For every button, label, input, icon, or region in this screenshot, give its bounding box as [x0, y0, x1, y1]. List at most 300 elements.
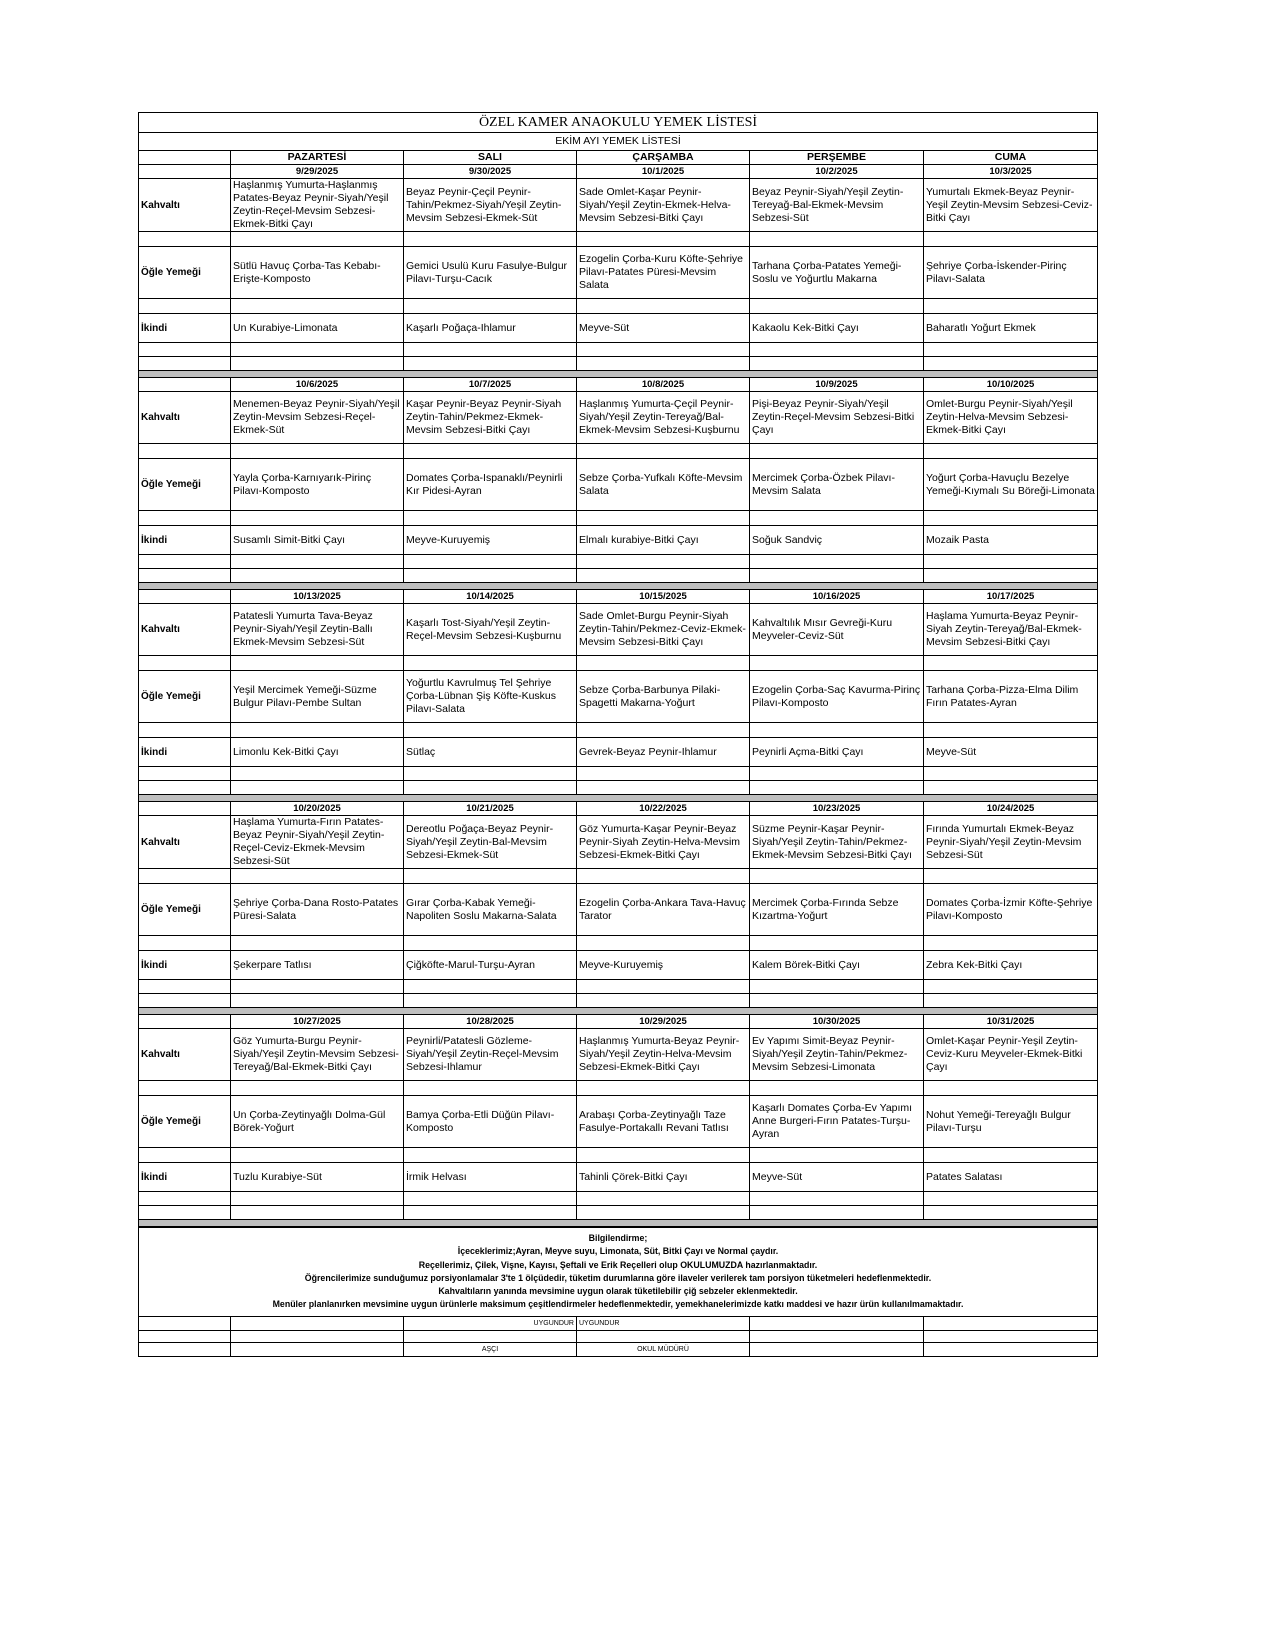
- empty-cell: [139, 232, 231, 247]
- snack-row: [139, 951, 1098, 980]
- info-table: [138, 1227, 1098, 1357]
- date-tuesday: 9/30/2025: [404, 165, 577, 179]
- signature-space-row: [139, 1330, 1098, 1342]
- cook-label: AŞÇI: [404, 1342, 577, 1356]
- snack-thursday: Kakaolu Kek-Bitki Çayı: [750, 314, 924, 343]
- empty-cell: [404, 723, 577, 738]
- info-line: Öğrencilerimize sunduğumuz porsiyonlamalar 3'te 1 ölçüdedir, tüketim durumlarına göre ilaveler verilerek tam porsiyon tüketmeleri hedeflenmektedir.: [304, 1272, 932, 1283]
- snack-thursday: Kalem Börek-Bitki Çayı: [750, 951, 924, 980]
- date-row-label: [139, 1015, 231, 1029]
- snack-label: İkindi: [139, 738, 231, 767]
- empty-cell: [924, 555, 1098, 569]
- snack-friday: Mozaik Pasta: [924, 526, 1098, 555]
- date-monday: 10/20/2025: [231, 802, 404, 816]
- empty-cell: [404, 1192, 577, 1206]
- date-row-label: [139, 802, 231, 816]
- spacer-row: [139, 511, 1098, 526]
- empty-cell: [404, 936, 577, 951]
- empty-cell: [924, 1206, 1098, 1220]
- date-friday: 10/31/2025: [924, 1015, 1098, 1029]
- empty-cell: [577, 781, 750, 795]
- empty-cell: [404, 1081, 577, 1096]
- snack-monday: Un Kurabiye-Limonata: [231, 314, 404, 343]
- date-row-label: [139, 590, 231, 604]
- breakfast-row: [139, 392, 1098, 444]
- empty-cell: [404, 511, 577, 526]
- separator-bar: [139, 1220, 1098, 1227]
- spacer-row: [139, 936, 1098, 951]
- breakfast-thursday: Kahvaltılık Mısır Gevreği-Kuru Meyveler-Ceviz-Süt: [750, 604, 924, 656]
- spacer-row: [139, 444, 1098, 459]
- spacer-row: [139, 994, 1098, 1008]
- empty-cell: [231, 555, 404, 569]
- empty-cell: [750, 1148, 924, 1163]
- empty-cell: [924, 357, 1098, 371]
- empty-cell: [577, 723, 750, 738]
- empty-cell: [139, 994, 231, 1008]
- date-row: [139, 590, 1098, 604]
- separator-bar: [139, 1008, 1098, 1015]
- lunch-label: Öğle Yemeği: [139, 247, 231, 299]
- approved-label-1: UYGUNDUR: [404, 1316, 577, 1330]
- date-thursday: 10/2/2025: [750, 165, 924, 179]
- info-line: Reçellerimiz, Çilek, Vişne, Kayısı, Şeftali ve Erik Reçelleri olup OKULUMUZDA hazırlanmaktadır.: [418, 1259, 818, 1270]
- empty-cell: [139, 656, 231, 671]
- empty-cell: [577, 980, 750, 994]
- breakfast-wednesday: Göz Yumurta-Kaşar Peynir-Beyaz Peynir-Siyah Zeytin-Helva-Mevsim Sebzesi-Ekmek-Bitki Çayı: [577, 816, 750, 869]
- spacer-row: [139, 767, 1098, 781]
- empty-cell: [750, 656, 924, 671]
- date-wednesday: 10/29/2025: [577, 1015, 750, 1029]
- principal-label: OKUL MÜDÜRÜ: [577, 1342, 750, 1356]
- spacer-row: [139, 1081, 1098, 1096]
- snack-friday: Zebra Kek-Bitki Çayı: [924, 951, 1098, 980]
- lunch-tuesday: Yoğurtlu Kavrulmuş Tel Şehriye Çorba-Lübnan Şiş Köfte-Kuskus Pilavı-Salata: [404, 671, 577, 723]
- breakfast-tuesday: Kaşar Peynir-Beyaz Peynir-Siyah Zeytin-Tahin/Pekmez-Ekmek-Mevsim Sebzesi-Bitki Çayı: [404, 392, 577, 444]
- empty-cell: [750, 343, 924, 357]
- breakfast-monday: Haşlanmış Yumurta-Haşlanmış Patates-Beyaz Peynir-Siyah/Yeşil Zeytin-Reçel-Mevsim Sebzesi-Ekmek-Bitki Çayı: [231, 179, 404, 232]
- empty-cell: [139, 781, 231, 795]
- date-row-label: [139, 165, 231, 179]
- spacer-row: [139, 1192, 1098, 1206]
- empty-cell: [404, 1206, 577, 1220]
- corner-cell: [139, 151, 231, 165]
- snack-monday: Tuzlu Kurabiye-Süt: [231, 1163, 404, 1192]
- empty-cell: [924, 980, 1098, 994]
- snack-label: İkindi: [139, 1163, 231, 1192]
- lunch-monday: Şehriye Çorba-Dana Rosto-Patates Püresi-Salata: [231, 884, 404, 936]
- week-separator: [139, 371, 1098, 378]
- breakfast-monday: Patatesli Yumurta Tava-Beyaz Peynir-Siyah/Yeşil Zeytin-Ballı Ekmek-Mevsim Sebzesi-Süt: [231, 604, 404, 656]
- empty-cell: [924, 936, 1098, 951]
- empty-cell: [750, 723, 924, 738]
- breakfast-tuesday: Kaşarlı Tost-Siyah/Yeşil Zeytin-Reçel-Mevsim Sebzesi-Kuşburnu: [404, 604, 577, 656]
- empty-cell: [404, 343, 577, 357]
- page-title: ÖZEL KAMER ANAOKULU YEMEK LİSTESİ: [139, 113, 1098, 133]
- empty-cell: [231, 1081, 404, 1096]
- lunch-wednesday: Sebze Çorba-Barbunya Pilaki-Spagetti Makarna-Yoğurt: [577, 671, 750, 723]
- empty-cell: [404, 980, 577, 994]
- empty-cell: [924, 1192, 1098, 1206]
- date-friday: 10/10/2025: [924, 378, 1098, 392]
- spacer-row: [139, 569, 1098, 583]
- empty-cell: [139, 569, 231, 583]
- snack-wednesday: Meyve-Kuruyemiş: [577, 951, 750, 980]
- breakfast-tuesday: Dereotlu Poğaça-Beyaz Peynir-Siyah/Yeşil Zeytin-Bal-Mevsim Sebzesi-Ekmek-Süt: [404, 816, 577, 869]
- empty-cell: [577, 1192, 750, 1206]
- date-thursday: 10/16/2025: [750, 590, 924, 604]
- spacer-row: [139, 656, 1098, 671]
- empty-cell: [231, 936, 404, 951]
- empty-cell: [231, 299, 404, 314]
- empty-cell: [139, 357, 231, 371]
- breakfast-friday: Haşlama Yumurta-Beyaz Peynir-Siyah Zeytin-Tereyağ/Bal-Ekmek-Mevsim Sebzesi-Bitki Çayı: [924, 604, 1098, 656]
- snack-thursday: Soğuk Sandviç: [750, 526, 924, 555]
- snack-row: [139, 1163, 1098, 1192]
- lunch-thursday: Mercimek Çorba-Özbek Pilavı-Mevsim Salata: [750, 459, 924, 511]
- breakfast-thursday: Pişi-Beyaz Peynir-Siyah/Yeşil Zeytin-Reçel-Mevsim Sebzesi-Bitki Çayı: [750, 392, 924, 444]
- empty-cell: [750, 299, 924, 314]
- empty-cell: [924, 1148, 1098, 1163]
- lunch-row: [139, 247, 1098, 299]
- empty-cell: [231, 1148, 404, 1163]
- empty-cell: [924, 869, 1098, 884]
- breakfast-friday: Fırında Yumurtalı Ekmek-Beyaz Peynir-Siyah/Yeşil Zeytin-Mevsim Sebzesi-Süt: [924, 816, 1098, 869]
- empty-cell: [750, 869, 924, 884]
- empty-cell: [577, 936, 750, 951]
- lunch-label: Öğle Yemeği: [139, 1096, 231, 1148]
- info-line: İçeceklerimiz;Ayran, Meyve suyu, Limonata, Süt, Bitki Çayı ve Normal çaydır.: [457, 1246, 779, 1257]
- date-friday: 10/24/2025: [924, 802, 1098, 816]
- breakfast-label: Kahvaltı: [139, 392, 231, 444]
- separator-bar: [139, 795, 1098, 802]
- snack-wednesday: Gevrek-Beyaz Peynir-Ihlamur: [577, 738, 750, 767]
- breakfast-wednesday: Sade Omlet-Kaşar Peynir-Siyah/Yeşil Zeytin-Ekmek-Helva-Mevsim Sebzesi-Bitki Çayı: [577, 179, 750, 232]
- breakfast-thursday: Beyaz Peynir-Siyah/Yeşil Zeytin-Tereyağ-Bal-Ekmek-Mevsim Sebzesi-Süt: [750, 179, 924, 232]
- snack-label: İkindi: [139, 526, 231, 555]
- menu-table: [138, 112, 1098, 1227]
- empty-cell: [750, 936, 924, 951]
- empty-cell: [750, 357, 924, 371]
- date-wednesday: 10/22/2025: [577, 802, 750, 816]
- empty-cell: [750, 555, 924, 569]
- empty-cell: [577, 994, 750, 1008]
- empty-cell: [750, 232, 924, 247]
- lunch-tuesday: Gemici Usulü Kuru Fasulye-Bulgur Pilavı-Turşu-Cacık: [404, 247, 577, 299]
- date-monday: 10/27/2025: [231, 1015, 404, 1029]
- empty-cell: [924, 444, 1098, 459]
- empty-cell: [750, 1192, 924, 1206]
- empty-cell: [577, 1148, 750, 1163]
- week-separator: [139, 583, 1098, 590]
- empty-cell: [404, 767, 577, 781]
- date-monday: 9/29/2025: [231, 165, 404, 179]
- empty-cell: [577, 357, 750, 371]
- date-monday: 10/13/2025: [231, 590, 404, 604]
- lunch-monday: Sütlü Havuç Çorba-Tas Kebabı-Erişte-Komposto: [231, 247, 404, 299]
- empty-cell: [139, 1081, 231, 1096]
- empty-cell: [231, 994, 404, 1008]
- breakfast-tuesday: Beyaz Peynir-Çeçil Peynir-Tahin/Pekmez-Siyah/Yeşil Zeytin-Mevsim Sebzesi-Ekmek-Süt: [404, 179, 577, 232]
- snack-monday: Limonlu Kek-Bitki Çayı: [231, 738, 404, 767]
- empty-cell: [404, 781, 577, 795]
- empty-cell: [231, 781, 404, 795]
- empty-cell: [139, 343, 231, 357]
- lunch-friday: Yoğurt Çorba-Havuçlu Bezelye Yemeği-Kıymalı Su Böreği-Limonata: [924, 459, 1098, 511]
- empty-cell: [924, 767, 1098, 781]
- lunch-wednesday: Ezogelin Çorba-Kuru Köfte-Şehriye Pilavı-Patates Püresi-Mevsim Salata: [577, 247, 750, 299]
- snack-label: İkindi: [139, 951, 231, 980]
- empty-cell: [577, 569, 750, 583]
- empty-cell: [924, 656, 1098, 671]
- empty-cell: [139, 936, 231, 951]
- empty-cell: [577, 511, 750, 526]
- empty-cell: [139, 767, 231, 781]
- spacer-row: [139, 980, 1098, 994]
- lunch-tuesday: Gırar Çorba-Kabak Yemeği-Napoliten Soslu Makarna-Salata: [404, 884, 577, 936]
- breakfast-friday: Omlet-Burgu Peynir-Siyah/Yeşil Zeytin-Helva-Mevsim Sebzesi-Ekmek-Bitki Çayı: [924, 392, 1098, 444]
- lunch-row: [139, 459, 1098, 511]
- empty-cell: [750, 980, 924, 994]
- empty-cell: [750, 511, 924, 526]
- spacer-row: [139, 555, 1098, 569]
- breakfast-label: Kahvaltı: [139, 179, 231, 232]
- spacer-row: [139, 1206, 1098, 1220]
- breakfast-row: [139, 816, 1098, 869]
- empty-cell: [139, 299, 231, 314]
- info-heading: Bilgilendirme;: [588, 1233, 648, 1243]
- empty-cell: [231, 656, 404, 671]
- menu-sheet: [138, 112, 1097, 1357]
- date-wednesday: 10/15/2025: [577, 590, 750, 604]
- lunch-row: [139, 884, 1098, 936]
- lunch-thursday: Mercimek Çorba-Fırında Sebze Kızartma-Yoğurt: [750, 884, 924, 936]
- empty-cell: [924, 723, 1098, 738]
- snack-wednesday: Tahinli Çörek-Bitki Çayı: [577, 1163, 750, 1192]
- lunch-friday: Şehriye Çorba-İskender-Pirinç Pilavı-Salata: [924, 247, 1098, 299]
- breakfast-row: [139, 1029, 1098, 1081]
- date-tuesday: 10/28/2025: [404, 1015, 577, 1029]
- empty-cell: [577, 555, 750, 569]
- breakfast-monday: Haşlama Yumurta-Fırın Patates-Beyaz Peynir-Siyah/Yeşil Zeytin-Reçel-Ceviz-Ekmek-Mevsim Sebzesi-Süt: [231, 816, 404, 869]
- empty-cell: [404, 869, 577, 884]
- empty-cell: [404, 555, 577, 569]
- info-line: Menüler planlanırken mevsimine uygun ürünlerle maksimum çeşitlendirmeler hedeflenmektedir, yemekhanelerimizde katkı maddesi ve hazır ürün kullanılmamaktadır.: [272, 1299, 964, 1310]
- empty-cell: [139, 511, 231, 526]
- separator-bar: [139, 583, 1098, 590]
- lunch-wednesday: Sebze Çorba-Yufkalı Köfte-Mevsim Salata: [577, 459, 750, 511]
- empty-cell: [231, 869, 404, 884]
- empty-cell: [231, 444, 404, 459]
- empty-cell: [924, 781, 1098, 795]
- empty-cell: [404, 444, 577, 459]
- empty-cell: [924, 511, 1098, 526]
- lunch-friday: Tarhana Çorba-Pizza-Elma Dilim Fırın Patates-Ayran: [924, 671, 1098, 723]
- empty-cell: [231, 1192, 404, 1206]
- empty-cell: [231, 357, 404, 371]
- empty-cell: [139, 444, 231, 459]
- empty-cell: [139, 1192, 231, 1206]
- date-row: [139, 165, 1098, 179]
- lunch-monday: Un Çorba-Zeytinyağlı Dolma-Gül Börek-Yoğurt: [231, 1096, 404, 1148]
- empty-cell: [231, 767, 404, 781]
- lunch-thursday: Ezogelin Çorba-Saç Kavurma-Pirinç Pilavı-Komposto: [750, 671, 924, 723]
- snack-wednesday: Meyve-Süt: [577, 314, 750, 343]
- empty-cell: [750, 994, 924, 1008]
- snack-friday: Baharatlı Yoğurt Ekmek: [924, 314, 1098, 343]
- day-header-thursday: PERŞEMBE: [750, 151, 924, 165]
- snack-tuesday: Çiğköfte-Marul-Turşu-Ayran: [404, 951, 577, 980]
- date-wednesday: 10/1/2025: [577, 165, 750, 179]
- snack-wednesday: Elmalı kurabiye-Bitki Çayı: [577, 526, 750, 555]
- empty-cell: [404, 1148, 577, 1163]
- empty-cell: [577, 343, 750, 357]
- date-friday: 10/3/2025: [924, 165, 1098, 179]
- empty-cell: [577, 1206, 750, 1220]
- breakfast-friday: Yumurtalı Ekmek-Beyaz Peynir-Yeşil Zeytin-Mevsim Sebzesi-Ceviz-Bitki Çayı: [924, 179, 1098, 232]
- empty-cell: [750, 569, 924, 583]
- empty-cell: [231, 511, 404, 526]
- week-separator: [139, 1008, 1098, 1015]
- breakfast-monday: Menemen-Beyaz Peynir-Siyah/Yeşil Zeytin-Mevsim Sebzesi-Reçel-Ekmek-Süt: [231, 392, 404, 444]
- empty-cell: [139, 1206, 231, 1220]
- date-thursday: 10/23/2025: [750, 802, 924, 816]
- page-subtitle: EKİM AYI YEMEK LİSTESİ: [139, 133, 1098, 151]
- snack-monday: Susamlı Simit-Bitki Çayı: [231, 526, 404, 555]
- week-separator: [139, 795, 1098, 802]
- spacer-row: [139, 869, 1098, 884]
- spacer-row: [139, 723, 1098, 738]
- snack-tuesday: İrmik Helvası: [404, 1163, 577, 1192]
- breakfast-row: [139, 604, 1098, 656]
- date-row: [139, 1015, 1098, 1029]
- lunch-friday: Domates Çorba-İzmir Köfte-Şehriye Pilavı-Komposto: [924, 884, 1098, 936]
- lunch-tuesday: Domates Çorba-Ispanaklı/Peynirli Kır Pidesi-Ayran: [404, 459, 577, 511]
- date-tuesday: 10/7/2025: [404, 378, 577, 392]
- empty-cell: [404, 232, 577, 247]
- empty-cell: [750, 1081, 924, 1096]
- empty-cell: [577, 656, 750, 671]
- signature-row: [139, 1316, 1098, 1330]
- lunch-row: [139, 671, 1098, 723]
- lunch-label: Öğle Yemeği: [139, 671, 231, 723]
- empty-cell: [404, 357, 577, 371]
- breakfast-monday: Göz Yumurta-Burgu Peynir-Siyah/Yeşil Zeytin-Mevsim Sebzesi-Tereyağ/Bal-Ekmek-Bitki Çayı: [231, 1029, 404, 1081]
- snack-tuesday: Kaşarlı Poğaça-Ihlamur: [404, 314, 577, 343]
- date-thursday: 10/9/2025: [750, 378, 924, 392]
- empty-cell: [404, 569, 577, 583]
- empty-cell: [139, 980, 231, 994]
- snack-tuesday: Meyve-Kuruyemiş: [404, 526, 577, 555]
- empty-cell: [231, 1206, 404, 1220]
- signer-row: [139, 1342, 1098, 1356]
- empty-cell: [750, 444, 924, 459]
- separator-bar: [139, 371, 1098, 378]
- day-header-wednesday: ÇARŞAMBA: [577, 151, 750, 165]
- empty-cell: [577, 767, 750, 781]
- lunch-label: Öğle Yemeği: [139, 884, 231, 936]
- snack-thursday: Meyve-Süt: [750, 1163, 924, 1192]
- empty-cell: [577, 232, 750, 247]
- empty-cell: [577, 299, 750, 314]
- empty-cell: [750, 1206, 924, 1220]
- spacer-row: [139, 343, 1098, 357]
- empty-cell: [139, 1148, 231, 1163]
- breakfast-label: Kahvaltı: [139, 816, 231, 869]
- snack-row: [139, 738, 1098, 767]
- spacer-row: [139, 299, 1098, 314]
- approved-label-2: UYGUNDUR: [577, 1316, 750, 1330]
- day-header-friday: CUMA: [924, 151, 1098, 165]
- date-row: [139, 378, 1098, 392]
- breakfast-wednesday: Haşlanmış Yumurta-Beyaz Peynir-Siyah/Yeşil Zeytin-Helva-Mevsim Sebzesi-Ekmek-Bitki Çayı: [577, 1029, 750, 1081]
- empty-cell: [231, 980, 404, 994]
- empty-cell: [139, 555, 231, 569]
- empty-cell: [231, 723, 404, 738]
- lunch-monday: Yeşil Mercimek Yemeği-Süzme Bulgur Pilavı-Pembe Sultan: [231, 671, 404, 723]
- empty-cell: [139, 723, 231, 738]
- date-wednesday: 10/8/2025: [577, 378, 750, 392]
- info-line: Kahvaltıların yanında mevsimine uygun olarak tüketilebilir çiğ sebzeler eklenmektedir.: [438, 1286, 798, 1297]
- empty-cell: [750, 781, 924, 795]
- breakfast-wednesday: Haşlanmış Yumurta-Çeçil Peynir-Siyah/Yeşil Zeytin-Tereyağ/Bal-Ekmek-Mevsim Sebzesi-Kuşburnu: [577, 392, 750, 444]
- snack-row: [139, 526, 1098, 555]
- info-box: [139, 1228, 1098, 1317]
- empty-cell: [924, 299, 1098, 314]
- breakfast-label: Kahvaltı: [139, 604, 231, 656]
- empty-cell: [924, 994, 1098, 1008]
- snack-tuesday: Sütlaç: [404, 738, 577, 767]
- breakfast-row: [139, 179, 1098, 232]
- empty-cell: [231, 569, 404, 583]
- date-row: [139, 802, 1098, 816]
- lunch-label: Öğle Yemeği: [139, 459, 231, 511]
- lunch-thursday: Tarhana Çorba-Patates Yemeği-Soslu ve Yoğurtlu Makarna: [750, 247, 924, 299]
- breakfast-wednesday: Sade Omlet-Burgu Peynir-Siyah Zeytin-Tahin/Pekmez-Ceviz-Ekmek-Mevsim Sebzesi-Bitki Çayı: [577, 604, 750, 656]
- lunch-tuesday: Bamya Çorba-Etli Düğün Pilavı-Komposto: [404, 1096, 577, 1148]
- empty-cell: [231, 232, 404, 247]
- lunch-wednesday: Arabaşı Çorba-Zeytinyağlı Taze Fasulye-Portakallı Revani Tatlısı: [577, 1096, 750, 1148]
- empty-cell: [404, 994, 577, 1008]
- spacer-row: [139, 232, 1098, 247]
- date-tuesday: 10/21/2025: [404, 802, 577, 816]
- empty-cell: [231, 343, 404, 357]
- snack-label: İkindi: [139, 314, 231, 343]
- snack-thursday: Peynirli Açma-Bitki Çayı: [750, 738, 924, 767]
- breakfast-thursday: Ev Yapımı Simit-Beyaz Peynir-Siyah/Yeşil Zeytin-Tahin/Pekmez-Mevsim Sebzesi-Limonata: [750, 1029, 924, 1081]
- week-separator: [139, 1220, 1098, 1227]
- empty-cell: [924, 1081, 1098, 1096]
- breakfast-thursday: Süzme Peynir-Kaşar Peynir-Siyah/Yeşil Zeytin-Tahin/Pekmez-Ekmek-Mevsim Sebzesi-Bitki Çayı: [750, 816, 924, 869]
- day-header-monday: PAZARTESİ: [231, 151, 404, 165]
- spacer-row: [139, 357, 1098, 371]
- empty-cell: [577, 444, 750, 459]
- empty-cell: [577, 1081, 750, 1096]
- date-row-label: [139, 378, 231, 392]
- breakfast-label: Kahvaltı: [139, 1029, 231, 1081]
- snack-row: [139, 314, 1098, 343]
- date-thursday: 10/30/2025: [750, 1015, 924, 1029]
- lunch-monday: Yayla Çorba-Karnıyarık-Pirinç Pilavı-Komposto: [231, 459, 404, 511]
- spacer-row: [139, 781, 1098, 795]
- snack-friday: Meyve-Süt: [924, 738, 1098, 767]
- day-header-tuesday: SALI: [404, 151, 577, 165]
- date-friday: 10/17/2025: [924, 590, 1098, 604]
- breakfast-tuesday: Peynirli/Patatesli Gözleme-Siyah/Yeşil Zeytin-Reçel-Mevsim Sebzesi-Ihlamur: [404, 1029, 577, 1081]
- empty-cell: [139, 869, 231, 884]
- empty-cell: [404, 656, 577, 671]
- lunch-friday: Nohut Yemeği-Tereyağlı Bulgur Pilavı-Turşu: [924, 1096, 1098, 1148]
